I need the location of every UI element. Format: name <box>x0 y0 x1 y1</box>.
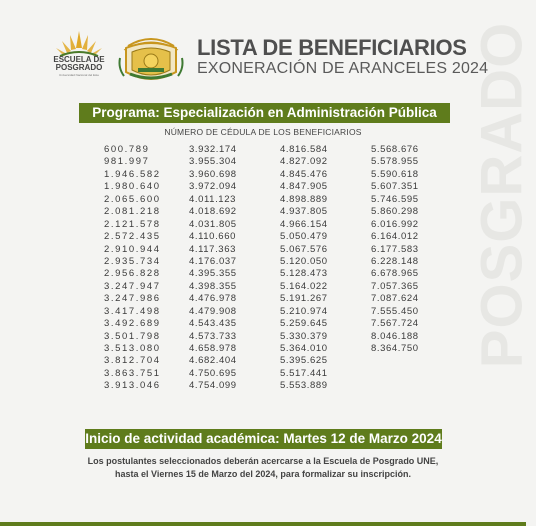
cedula-number: 5.210.974 <box>280 305 328 317</box>
cedula-number: 7.087.624 <box>371 293 419 305</box>
cedula-number: 5.120.050 <box>280 255 328 267</box>
cedula-number: 4.845.476 <box>280 168 328 180</box>
cedula-number: 4.750.695 <box>189 367 237 379</box>
cedula-number: 3.247.947 <box>104 280 161 292</box>
escuela-posgrado-logo <box>48 28 110 90</box>
cedula-number: 5.191.267 <box>280 293 328 305</box>
cedula-number: 4.827.092 <box>280 156 328 168</box>
cedula-number: 600.789 <box>104 144 150 155</box>
cedula-number: 5.259.645 <box>280 318 328 330</box>
cedula-number: 4.658.978 <box>189 343 237 354</box>
logo-subtitle: Universidad Nacional del Este <box>58 73 100 77</box>
cedula-number: 4.110.660 <box>189 231 236 243</box>
logo-school-name <box>48 56 110 72</box>
cedula-number: 5.517.441 <box>280 367 328 379</box>
cedula-number: 5.553.889 <box>280 380 328 392</box>
cedula-number: 6.164.012 <box>371 231 419 243</box>
cedula-number: 3.913.046 <box>104 380 161 392</box>
cedula-number: 5.164.022 <box>280 280 328 292</box>
start-date-banner: Inicio de actividad académica: Martes 12 de Marzo 2024 <box>85 429 442 449</box>
cedula-number: 1.980.640 <box>104 181 161 193</box>
cedula-number: 5.607.351 <box>371 181 419 193</box>
cedula-number: 3.863.751 <box>104 367 161 379</box>
cedula-number: 4.395.355 <box>189 268 237 280</box>
cedula-number: 5.067.576 <box>280 243 328 255</box>
logo-line2: POSGRADO <box>55 63 103 72</box>
cedula-number: 4.898.889 <box>280 193 328 205</box>
cedula-number: 5.746.595 <box>371 193 419 205</box>
cedula-number: 2.572.435 <box>104 231 161 243</box>
cedula-number: 5.330.379 <box>280 330 328 342</box>
cedula-number: 5.860.298 <box>371 206 419 218</box>
page-subtitle: EXONERACIÓN DE ARANCELES 2024 <box>197 60 489 77</box>
cedula-number: 4.754.099 <box>189 380 237 392</box>
cedula-number: 4.543.435 <box>189 318 237 330</box>
cedula-number: 4.847.905 <box>280 181 328 193</box>
cedula-number: 8.364.750 <box>371 343 419 354</box>
university-seal-icon <box>116 28 186 88</box>
cedula-number: 3.932.174 <box>189 144 237 155</box>
logo-line1: ESCUELA DE <box>53 55 105 64</box>
cedula-number: 4.479.908 <box>189 305 237 317</box>
cedula-number: 2.935.734 <box>104 255 161 267</box>
footer-line-2: hasta el Viernes 15 de Marzo del 2024, para formalizar su inscripción. <box>115 468 411 479</box>
cedula-number: 3.955.304 <box>189 156 237 168</box>
cedula-number: 3.417.498 <box>104 305 161 317</box>
page-title: LISTA DE BENEFICIARIOS <box>197 35 467 60</box>
cedula-number: 3.812.704 <box>104 355 161 367</box>
cedula-number: 6.016.992 <box>371 218 419 230</box>
cedula-number: 5.050.479 <box>280 231 328 243</box>
cedula-number: 4.682.404 <box>189 355 237 367</box>
cedula-number: 4.816.584 <box>280 144 328 155</box>
cedula-number: 2.910.944 <box>104 243 161 255</box>
cedula-number: 3.960.698 <box>189 168 237 180</box>
cedula-number: 7.057.365 <box>371 280 419 292</box>
cedula-number: 8.046.188 <box>371 330 419 342</box>
cedula-column-4 <box>371 144 419 355</box>
cedula-number: 4.176.037 <box>189 255 237 267</box>
cedula-number: 5.395.625 <box>280 355 328 367</box>
footer-line-1: Los postulantes seleccionados deberán acercarse a la Escuela de Posgrado UNE, <box>87 456 439 466</box>
cedula-number: 5.128.473 <box>280 268 328 280</box>
watermark-text: POSGRADO <box>469 21 535 369</box>
bottom-accent-line <box>0 522 526 526</box>
cedula-number: 6.228.148 <box>371 255 419 267</box>
cedula-column-1 <box>104 144 161 393</box>
cedula-number: 3.513.080 <box>104 343 161 354</box>
cedula-number: 7.555.450 <box>371 305 419 317</box>
cedula-number: 6.678.965 <box>371 268 419 280</box>
cedula-number: 4.476.978 <box>189 293 237 305</box>
cedula-number: 2.065.600 <box>104 193 161 205</box>
university-seal <box>116 28 186 88</box>
header <box>0 0 526 100</box>
cedula-number: 7.567.724 <box>371 318 419 330</box>
cedula-number: 3.492.689 <box>104 318 161 330</box>
cedula-number: 5.578.955 <box>371 156 419 168</box>
cedula-number: 3.501.798 <box>104 330 161 342</box>
cedula-number: 4.573.733 <box>189 330 237 342</box>
cedula-column-2 <box>189 144 237 393</box>
cedula-number: 2.956.828 <box>104 268 161 280</box>
column-header: NÚMERO DE CÉDULA DE LOS BENEFICIARIOS <box>164 127 362 137</box>
cedula-number: 4.018.692 <box>189 206 237 218</box>
footer-notice <box>0 455 526 480</box>
cedula-number: 4.398.355 <box>189 280 237 292</box>
cedula-number: 2.081.218 <box>104 206 161 218</box>
cedula-number: 4.031.805 <box>189 218 237 230</box>
program-banner: Programa: Especialización en Administración Pública <box>79 103 450 123</box>
cedula-number: 5.568.676 <box>371 144 419 155</box>
cedula-number: 981.997 <box>104 156 150 168</box>
cedula-number: 4.117.363 <box>189 243 236 255</box>
cedula-number: 4.966.154 <box>280 218 328 230</box>
cedula-number: 1.946.582 <box>104 168 161 180</box>
cedula-column-3 <box>280 144 328 393</box>
sun-logo-icon <box>48 28 110 58</box>
cedula-number: 5.590.618 <box>371 168 419 180</box>
cedula-number: 3.972.094 <box>189 181 237 193</box>
cedula-number: 6.177.583 <box>371 243 419 255</box>
cedula-number: 3.247.986 <box>104 293 161 305</box>
cedula-number: 2.121.578 <box>104 218 161 230</box>
cedula-number: 4.011.123 <box>189 193 236 205</box>
cedula-number: 5.364.010 <box>280 343 328 354</box>
cedula-number: 4.937.805 <box>280 206 328 218</box>
